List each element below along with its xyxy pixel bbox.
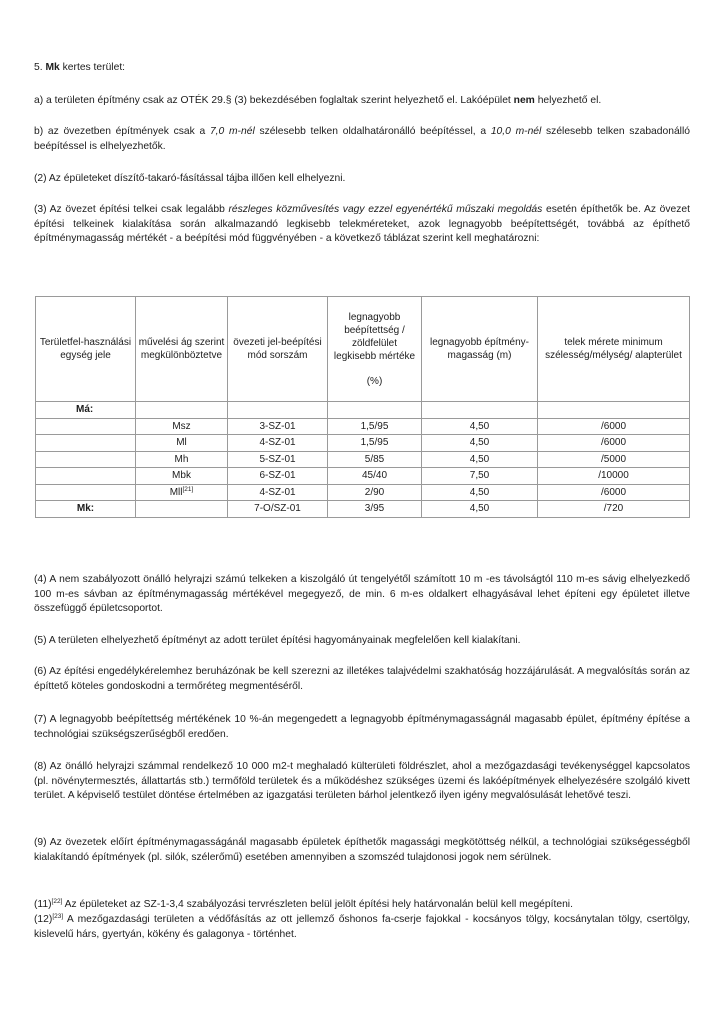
table-cell: /720 — [538, 501, 690, 518]
table-row — [36, 501, 690, 518]
section-heading — [34, 61, 690, 76]
table-row — [36, 484, 690, 501]
table-cell: 45/40 — [328, 468, 422, 485]
table-cell: Mbk — [136, 468, 228, 485]
table-cell — [36, 451, 136, 468]
footnote-reference[interactable]: [22] — [51, 898, 63, 905]
table-cell: 4,50 — [422, 435, 538, 452]
paragraph-12 — [34, 913, 690, 942]
table-cell: Ml — [136, 435, 228, 452]
paragraph-b-text: szélesebb telken oldalhatáronálló beépítéssel, a — [254, 126, 491, 137]
table-header-row — [36, 297, 690, 402]
column-header: művelési ág szerint megkülönböztetve — [136, 297, 228, 402]
table-cell — [136, 501, 228, 518]
table-cell: /5000 — [538, 451, 690, 468]
section-title: kertes terület: — [62, 62, 126, 73]
table-row — [36, 451, 690, 468]
table-cell: Msz — [136, 418, 228, 435]
paragraph-3-text: esetén építhetők be. Az övezet építési telkeinek kialakítása során alkalmazandó legkisebb telekméreteket, azok legnagyobb beépítettségét, továbbá az építhető építménymagasság mértékét - a beépítési mód függvényében - a következő táblázat szerint kell meghatározni: — [34, 204, 690, 245]
table-cell — [136, 402, 228, 419]
table-cell: 6-SZ-01 — [228, 468, 328, 485]
percent-unit: (%) — [366, 375, 383, 387]
paragraph-3-text: (3) Az övezet építési telkei csak legalább — [34, 204, 229, 215]
table-cell: /6000 — [538, 435, 690, 452]
paragraph-b-italic: 10,0 m-nél — [490, 126, 542, 137]
paragraph-11-text: Az épületeket az SZ-1-3,4 szabályozási tervrészleten belül jelölt építési hely határvonalán belül kell megépíteni. — [62, 899, 573, 910]
table-cell — [422, 402, 538, 419]
column-header-text: legnagyobb beépítettség / zöldfelület legkisebb mértéke — [333, 311, 416, 362]
paragraph-2: (2) Az épületeket díszítő-takaró-fásítással tájba illően kell elhelyezni. — [34, 173, 346, 184]
section-number: 5. — [34, 62, 43, 73]
paragraph-8: (8) Az önálló helyrajzi számmal rendelkező 10 000 m2-t meghaladó külterületi földrészlet, ahol a mezőgazdasági tevékenységgel kapcsolatos (pl. növénytermesztés, állattartás stb.) termőföld területek és a működéshez szükséges üzemi és lakóépítmények elhelyezésére szolgáló kivett terület. A képviselő testület döntése értelmében az igazgatási területen bárhol jelentkező ilyen igény megvalósulását lehetővé teszi. — [34, 761, 690, 802]
paragraph-b-text: szélesebb telken szabadonálló beépítéssel is elhelyezhetők. — [34, 126, 690, 152]
paragraph-9: (9) Az övezetek előírt építménymagasságánál magasabb épületek építhetők magassági megkötöttség nélkül, a technológiai szükségességből kialakítandó építmények (pl. silók, szélerőmű) esetében amennyiben a szomszéd tulajdonosi jogok nem sérülnek. — [34, 837, 690, 863]
section-code: Mk — [45, 62, 60, 73]
table-cell — [36, 484, 136, 501]
table-cell-text: Mll — [169, 486, 183, 498]
paragraph-number: (12) — [34, 914, 53, 925]
table-cell — [228, 402, 328, 419]
paragraph-a-emphasis: nem — [513, 95, 535, 106]
table-cell: 4,50 — [422, 418, 538, 435]
paragraph-number: (11) — [34, 899, 52, 910]
paragraph-a-text-end: helyezhető el. — [534, 95, 602, 106]
table-cell: 1,5/95 — [328, 435, 422, 452]
table-cell — [36, 435, 136, 452]
table-cell: 5/85 — [328, 451, 422, 468]
table-row — [36, 435, 690, 452]
paragraph-a — [34, 94, 690, 109]
column-header: legnagyobb építmény-magasság (m) — [422, 297, 538, 402]
column-header: Területfel-használási egység jele — [36, 297, 136, 402]
table-row — [36, 468, 690, 485]
table-cell: 3-SZ-01 — [228, 418, 328, 435]
table-cell: 7-O/SZ-01 — [228, 501, 328, 518]
paragraph-3 — [34, 203, 690, 247]
paragraph-b-text: b) az övezetben építmények csak a — [34, 126, 210, 137]
paragraph-12-text: A mezőgazdasági területen a védőfásítás az ott jellemző őshonos fa-cserje fajokkal - kocsányos tölgy, kocsánytalan tölgy, csertölgy, kislevelű hárs, gyertyán, kökény és galagonya - történhet. — [34, 914, 690, 940]
table-cell: /10000 — [538, 468, 690, 485]
table-cell: 7,50 — [422, 468, 538, 485]
paragraph-b — [34, 125, 690, 154]
paragraph-7: (7) A legnagyobb beépítettség mértékének 10 %-án megengedett a legnagyobb építménymagasságnál magasabb épület, építmény építése a technológiai szükségszerűségből eredően. — [34, 714, 690, 740]
table-cell: 4-SZ-01 — [228, 435, 328, 452]
regulation-table — [35, 296, 690, 518]
footnote-reference[interactable]: [23] — [52, 913, 64, 920]
table-cell: /6000 — [538, 418, 690, 435]
column-header — [328, 297, 422, 402]
table-cell: 4-SZ-01 — [228, 484, 328, 501]
paragraph-3-italic: részleges közművesítés vagy ezzel egyenértékű műszaki megoldás — [228, 204, 543, 215]
paragraph-4: (4) A nem szabályozott önálló helyrajzi számú telkeken a kiszolgáló út tengelyétől számított 10 m -es távolságtól 110 m-es sávig elhelyezkedő 100 m-es sávban az építménymagasság mértékével megegyező, de min. 6 m-es oldalkert elhagyásával lehet építeni egy épületet illetve összefüggő épületcsoportot. — [34, 574, 690, 615]
table-cell: 3/95 — [328, 501, 422, 518]
table-group-row — [36, 402, 690, 419]
table-cell — [36, 468, 136, 485]
table-row — [36, 418, 690, 435]
paragraph-6: (6) Az építési engedélykérelemhez beruházónak be kell szerezni az illetékes talajvédelmi szakhatóság hozzájárulását. A megvalósítás során az építtető köteles gondoskodni a termőréteg megmentéséről. — [34, 666, 690, 692]
table-cell — [328, 402, 422, 419]
table-cell: Mh — [136, 451, 228, 468]
paragraph-a-text: a) a területen építmény csak az OTÉK 29.§ (3) bekezdésében foglaltak szerint helyezhető el. Lakóépület — [34, 95, 514, 106]
table-cell: 4,50 — [422, 501, 538, 518]
column-header: övezeti jel-beépítési mód sorszám — [228, 297, 328, 402]
paragraph-b-italic: 7,0 m-nél — [209, 126, 255, 137]
table-cell — [538, 402, 690, 419]
table-cell: 4,50 — [422, 484, 538, 501]
table-cell: /6000 — [538, 484, 690, 501]
table-cell: 4,50 — [422, 451, 538, 468]
table-cell: 2/90 — [328, 484, 422, 501]
table-cell — [136, 484, 228, 501]
footnote-reference[interactable]: [21] — [182, 485, 194, 493]
group-label: Má: — [36, 402, 136, 419]
table-cell: 5-SZ-01 — [228, 451, 328, 468]
paragraph-11 — [34, 898, 690, 913]
table-cell — [36, 418, 136, 435]
column-header: telek mérete minimum szélesség/mélység/ alapterület — [538, 297, 690, 402]
table-cell: Mk: — [36, 501, 136, 518]
paragraph-5: (5) A területen elhelyezhető építményt az adott terület építési hagyományainak megfelelően kell kialakítani. — [34, 635, 521, 646]
table-cell: 1,5/95 — [328, 418, 422, 435]
